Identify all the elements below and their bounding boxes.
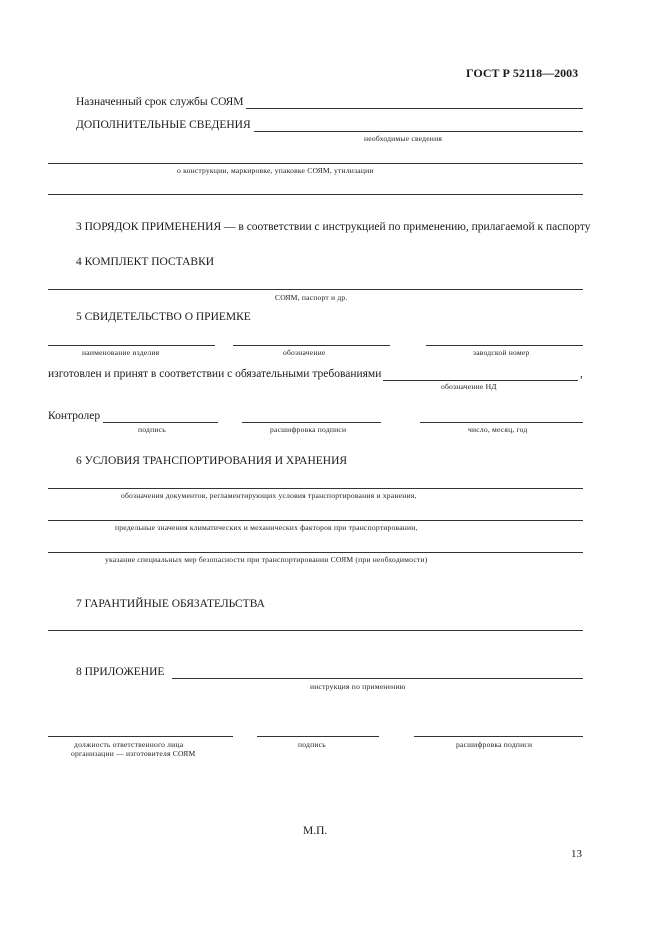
section-7-heading: 7 ГАРАНТИЙНЫЕ ОБЯЗАТЕЛЬСТВА — [76, 598, 265, 610]
climate-factors-line — [48, 520, 583, 521]
document-code: ГОСТ Р 52118—2003 — [466, 66, 579, 80]
construction-line — [48, 163, 583, 164]
blank-line — [48, 194, 583, 195]
controller-signature-line — [103, 422, 218, 423]
designation-line — [233, 345, 390, 346]
service-life-line — [246, 108, 583, 109]
appendix-caption: инструкция по применению — [310, 682, 406, 691]
transport-docs-caption: обозначения документов, регламентирующих условия транспортирования и хранения, — [121, 491, 417, 500]
position-caption-line2: организации — изготовителя СОЯМ — [71, 749, 196, 758]
section-4-heading: 4 КОМПЛЕКТ ПОСТАВКИ — [76, 256, 215, 268]
section-3-heading: 3 ПОРЯДОК ПРИМЕНЕНИЯ — в соответствии с инструкцией по применению, прилагаемой к паспорту — [76, 221, 591, 233]
climate-factors-caption: предельные значения климатических и механических факторов при транспортировании, — [115, 523, 418, 532]
controller-date-line — [420, 422, 583, 423]
page-number: 13 — [571, 848, 582, 860]
controller-label: Контролер — [48, 410, 101, 422]
nd-caption: обозначение НД — [441, 382, 497, 391]
comma: , — [580, 368, 583, 380]
appendix-line — [172, 678, 583, 679]
section-6-heading: 6 УСЛОВИЯ ТРАНСПОРТИРОВАНИЯ И ХРАНЕНИЯ — [76, 455, 348, 467]
serial-number-caption: заводской номер — [473, 348, 530, 357]
position-line — [48, 736, 233, 737]
additional-info-label: ДОПОЛНИТЕЛЬНЫЕ СВЕДЕНИЯ — [76, 119, 251, 131]
safety-measures-line — [48, 552, 583, 553]
product-name-line — [48, 345, 215, 346]
signature-line — [257, 736, 379, 737]
additional-info-line — [254, 131, 583, 132]
stamp-place: М.П. — [303, 825, 328, 837]
section-5-heading: 5 СВИДЕТЕЛЬСТВО О ПРИЕМКЕ — [76, 311, 251, 323]
warranty-line — [48, 630, 583, 631]
manufactured-accepted-text: изготовлен и принят в соответствии с обязательными требованиями — [48, 368, 382, 380]
construction-caption: о конструкции, маркировке, упаковке СОЯМ, утилизации — [177, 166, 374, 175]
delivery-set-line — [48, 289, 583, 290]
position-caption-line1: должность ответственного лица — [74, 740, 184, 749]
safety-measures-caption: указание специальных мер безопасности при транспортировании СОЯМ (при необходимости) — [105, 555, 428, 564]
service-life-label: Назначенный срок службы СОЯМ — [76, 96, 244, 108]
signature-caption: подпись — [298, 740, 326, 749]
transport-docs-line — [48, 488, 583, 489]
designation-caption: обозначение — [283, 348, 326, 357]
controller-signature-caption: подпись — [138, 425, 166, 434]
controller-decode-line — [242, 422, 381, 423]
controller-date-caption: число, месяц, год — [468, 425, 528, 434]
decode-line — [414, 736, 583, 737]
product-name-caption: наименование изделия — [82, 348, 160, 357]
delivery-set-caption: СОЯМ, паспорт и др. — [275, 293, 348, 302]
decode-caption: расшифровка подписи — [456, 740, 533, 749]
serial-number-line — [426, 345, 583, 346]
controller-decode-caption: расшифровка подписи — [270, 425, 347, 434]
nd-line — [383, 380, 578, 381]
section-8-heading: 8 ПРИЛОЖЕНИЕ — [76, 666, 165, 678]
additional-info-caption: необходимые сведения — [364, 134, 443, 143]
